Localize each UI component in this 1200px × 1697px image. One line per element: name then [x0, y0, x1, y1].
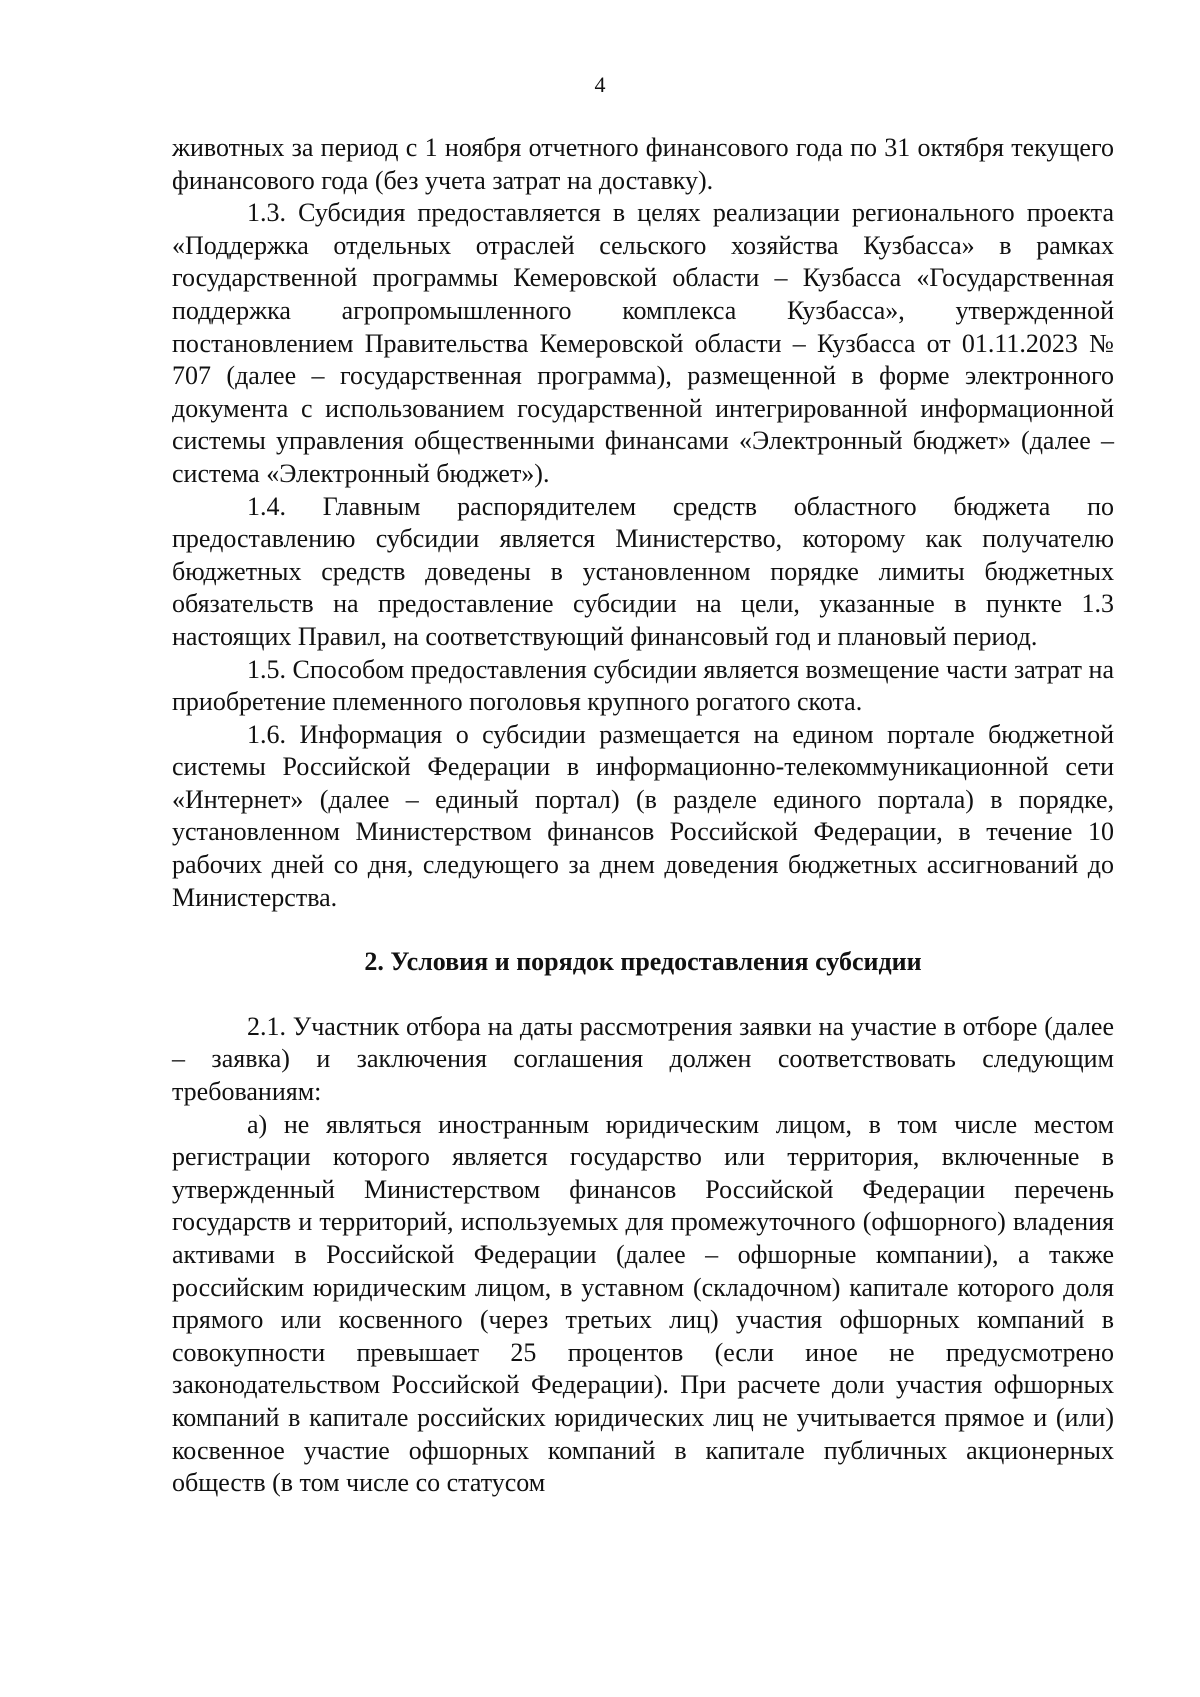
- paragraph-2-1: 2.1. Участник отбора на даты рассмотрения заявки на участие в отборе (далее – заявка) и заключения соглашения должен соответствовать следующим требованиям:: [172, 1011, 1114, 1107]
- paragraph-2-1-a: а) не являться иностранным юридическим лицом, в том числе местом регистрации которого является государство или территория, включенные в утвержденный Министерством финансов Российской Федерации перечень государств и территорий, используемых для промежуточного (офшорного) владения активами в Российской Федерации (далее – офшорные компании), а также российским юридическим лицом, в уставном (складочном) капитале которого доля прямого или косвенного (через третьих лиц) участия офшорных компаний в совокупности превышает 25 процентов (если иное не предусмотрено законодательством Российской Федерации). При расчете доли участия офшорных компаний в капитале российских юридических лиц не учитывается прямое и (или) косвенное участие офшорных компаний в капитале публичных акционерных обществ (в том числе со статусом: [172, 1109, 1114, 1498]
- paragraph-continuation: животных за период с 1 ноября отчетного финансового года по 31 октября текущего финансового года (без учета затрат на доставку).: [172, 133, 1114, 195]
- document-body: [172, 132, 1114, 1500]
- section-heading: 2. Условия и порядок предоставления субсидии: [364, 947, 922, 977]
- paragraph-1-5: 1.5. Способом предоставления субсидии является возмещение части затрат на приобретение племенного поголовья крупного рогатого скота.: [172, 654, 1114, 717]
- paragraph-1-4: 1.4. Главным распорядителем средств областного бюджета по предоставлению субсидии является Министерство, которому как получателю бюджетных средств доведены в установленном порядке лимиты бюджетных обязательств на предоставление субсидии на цели, указанные в пункте 1.3 настоящих Правил, на соответствующий финансовый год и плановый период.: [172, 491, 1114, 651]
- page-number: 4: [594, 72, 606, 97]
- paragraph-1-3: 1.3. Субсидия предоставляется в целях реализации регионального проекта «Поддержка отдельных отраслей сельского хозяйства Кузбасса» в рамках государственной программы Кемеровской области – Кузбасса «Государственная поддержка агропромышленного комплекса Кузбасса», утвержденной постановлением Правительства Кемеровской области – Кузбасса от 01.11.2023 № 707 (далее – государственная программа), размещенной в форме электронного документа с использованием государственной интегрированной информационной системы управления общественными финансами «Электронный бюджет» (далее – система «Электронный бюджет»).: [172, 198, 1114, 488]
- paragraph-1-6: 1.6. Информация о субсидии размещается на едином портале бюджетной системы Российской Федерации в информационно-телекоммуникационной сети «Интернет» (далее – единый портал) (в разделе единого портала) в порядке, установленном Министерством финансов Российской Федерации, в течение 10 рабочих дней со дня, следующего за днем доведения бюджетных ассигнований до Министерства.: [172, 719, 1114, 912]
